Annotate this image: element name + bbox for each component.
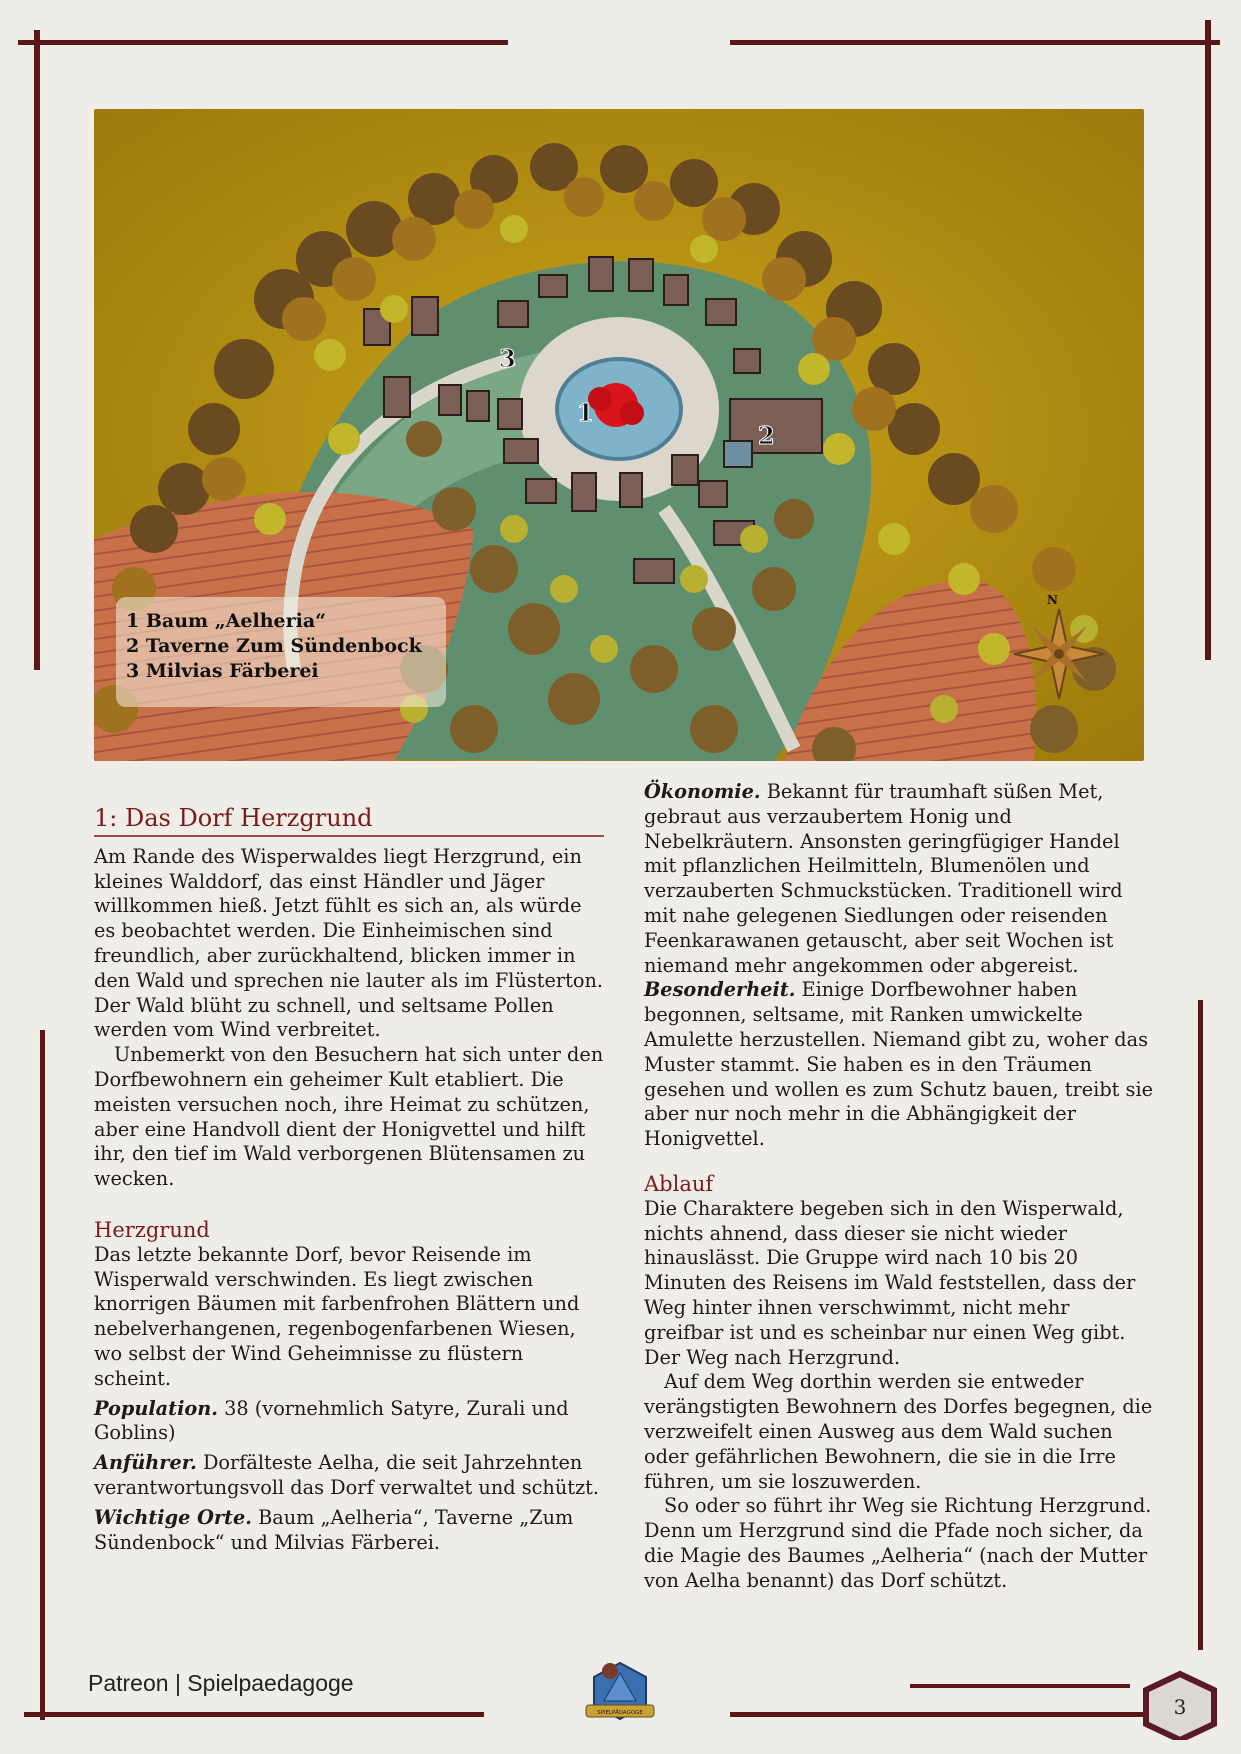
frame-bottom-right [730,1712,1150,1717]
map-legend [116,597,446,707]
legend-item-3: 3 Milvias Färberei [126,660,319,682]
footer-credit: Patreon | Spielpaedagoge [88,1670,354,1696]
frame-left-lower [40,1030,45,1720]
d20-logo-icon [580,1655,660,1725]
map-marker-1: 1 [577,398,594,427]
legend-item-2: 2 Taverne Zum Sündenbock [126,635,422,657]
special-entry [644,978,1154,1152]
places-text: Baum „Aelheria“, Taverne „Zum Sündenbock“ und Milvias Färberei. [94,1505,574,1554]
subsection-title-herzgrund: Herzgrund [94,1217,210,1242]
frame-top-left [18,40,508,45]
intro-paragraph: Am Rande des Wisperwaldes liegt Herzgrund, ein kleines Walddorf, das einst Händler und Jäger willkommen hieß. Jetzt fühlt es sich an, als würde es beobachtet werden. Die Einheimischen sind freundlich, aber zurückhaltend, blicken immer in den Wald und sprechen nie lauter als im Flüsterton. Der Wald blüht zu schnell, und seltsame Pollen werden vom Wind verbreitet. [94,844,604,1042]
map-marker-2: 2 [758,421,775,450]
places-entry [94,1506,604,1556]
frame-left-upper [34,30,40,670]
frame-bottom-left [24,1712,484,1717]
frame-top-right [730,40,1220,45]
population-term: Population. [94,1396,218,1420]
special-term: Besonderheit. [644,978,796,1002]
hexagon-frame-icon [1140,1670,1220,1740]
frame-right-upper [1205,20,1211,660]
page-number: 3 [1173,1695,1187,1719]
village-map [94,109,1144,761]
economy-text: Bekannt für traumhaft süßen Met, gebraut aus verzaubertem Honig und Nebelkräutern. Ansonsten geringfügiger Handel mit pflanzlichen Heilmitteln, Blumenölen und verzauberten Schmuckstücken. Traditionell wird mit nahe gelegenen Siedlungen oder reisenden Feenkarawanen getauscht, aber seit Wochen ist niemand mehr angekommen oder abgereist. [644,780,1123,977]
leader-entry [94,1451,604,1501]
subsection-title-ablauf: Ablauf [644,1171,714,1196]
logo-text: SPIELPÄDAGOGE [597,1710,643,1716]
population-entry [94,1397,604,1447]
right-column [644,780,1154,1594]
ablauf-paragraph-3: So oder so führt ihr Weg sie Richtung Herzgrund. Denn um Herzgrund sind die Pfade noch sicher, da die Magie des Baumes „Aelheria“ (nach der Mutter von Aelha benannt) das Dorf schützt. [644,1494,1152,1592]
herzgrund-paragraph: Das letzte bekannte Dorf, bevor Reisende im Wisperwald verschwinden. Es liegt zwischen knorrigen Bäumen mit farbenfrohen Blättern und nebelverhangenen, regenbogenfarbenen Wiesen, wo selbst der Wind Geheimnisse zu flüstern scheint. [94,1242,580,1390]
places-term: Wichtige Orte. [94,1505,252,1529]
economy-entry [644,780,1154,978]
page-number-badge [1140,1670,1220,1740]
population-text: 38 (vornehmlich Satyre, Zurali und Goblins) [94,1396,569,1445]
ablauf-paragraph-2: Auf dem Weg dorthin werden sie entweder verängstigten Bewohnern des Dorfes begegnen, die verzweifelt einen Ausweg aus dem Wald suchen oder gefährlichen Bewohnern, die sie in die Irre führen, um sie loszuwerden. [644,1370,1153,1493]
frame-bottom-right-inner [910,1684,1130,1688]
leader-term: Anführer. [94,1451,197,1475]
economy-term: Ökonomie. [644,780,761,803]
compass-label: N [1047,593,1058,607]
footer-logo [580,1655,660,1725]
frame-right-lower [1198,1000,1203,1650]
left-column [94,806,604,1555]
section-title: 1: Das Dorf Herzgrund [94,806,604,837]
leader-text: Dorfälteste Aelha, die seit Jahrzehnten verantwortungsvoll das Dorf verwaltet und schützt. [94,1451,600,1499]
legend-item-1: 1 Baum „Aelheria“ [126,610,327,632]
cult-paragraph: Unbemerkt von den Besuchern hat sich unter den Dorfbewohnern ein geheimer Kult etabliert. Die meisten versuchen noch, ihre Heimat zu schützen, aber eine Handvoll dient der Honigvettel und hilft ihr, den tief im Wald verborgenen Blütensamen zu wecken. [94,1043,604,1191]
map-marker-3: 3 [499,344,516,373]
special-text: Einige Dorfbewohner haben begonnen, seltsame, mit Ranken umwickelte Amulette herzustellen. Niemand gibt zu, woher das Muster stammt. Sie haben es in den Träumen gesehen und wollen es zum Schutz bauen, treibt sie aber nur noch mehr in die Abhängigkeit der Honigvettel. [644,978,1154,1151]
ablauf-paragraph-1: Die Charaktere begeben sich in den Wisperwald, nichts ahnend, dass dieser sie nicht wieder hinauslässt. Die Gruppe wird nach 10 bis 20 Minuten des Reisens im Wald feststellen, dass der Weg hinter ihnen verschwimmt, nicht mehr greifbar ist und es scheinbar nur einen Weg gibt. Der Weg nach Herzgrund. [644,1196,1136,1369]
